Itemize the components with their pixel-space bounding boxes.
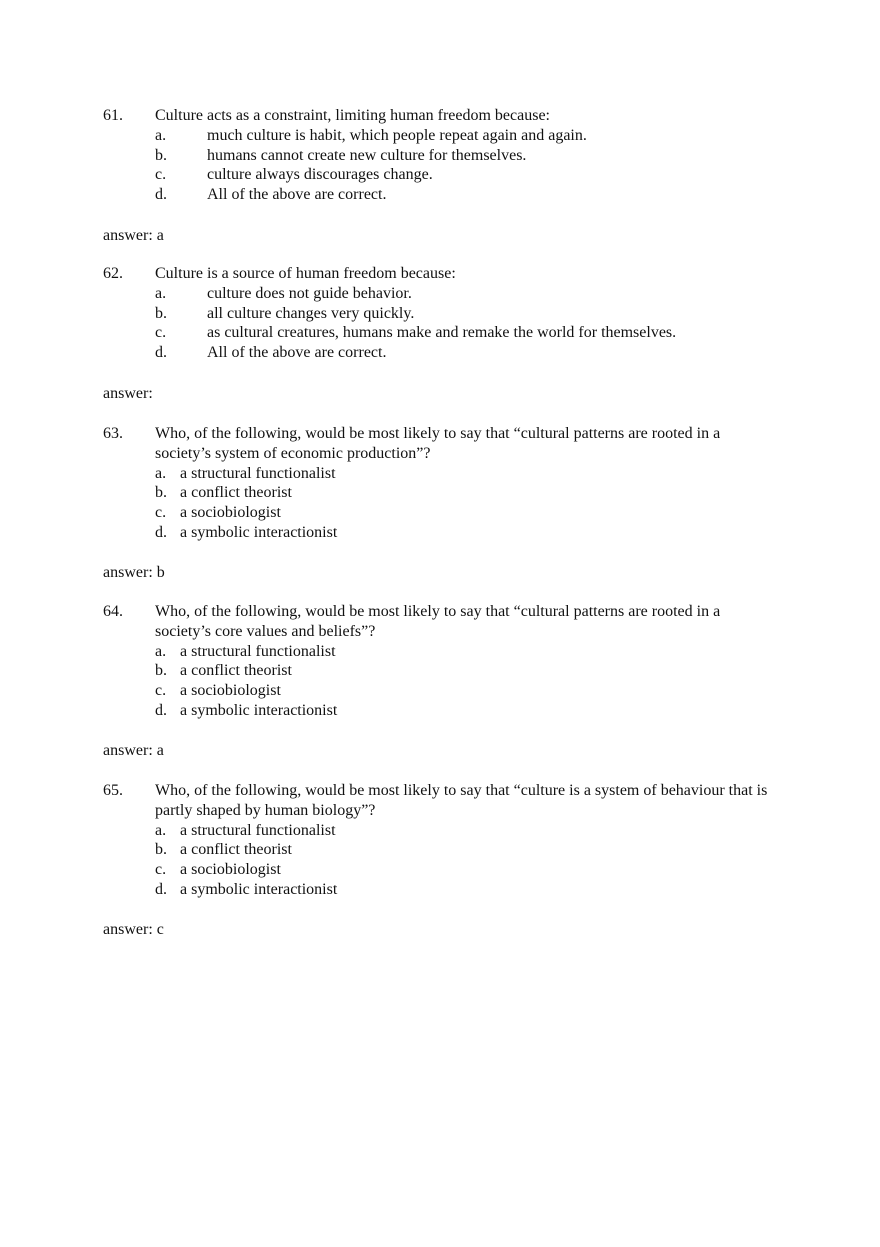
option-text: a sociobiologist [180,504,281,522]
option-letter: a. [155,821,167,839]
option-text: a structural functionalist [180,821,336,839]
option-letter: d. [155,523,167,541]
option-text: a symbolic interactionist [180,880,338,898]
option-b [0,146,880,166]
option-text: All of the above are correct. [207,344,387,362]
option-text: all culture changes very quickly. [207,304,415,322]
option-letter: a. [155,126,167,144]
option-letter: c. [155,682,167,700]
question-stem: Culture acts as a constraint, limiting human freedom because: [155,107,550,124]
option-c [0,860,880,880]
option-letter: d. [155,880,167,898]
option-d [0,343,880,363]
option-b [0,840,880,860]
option-text: a symbolic interactionist [180,523,338,541]
option-text: a symbolic interactionist [180,701,338,719]
question-number: 63. [103,425,123,442]
question-64 [0,602,880,721]
option-letter: b. [155,841,167,859]
option-letter: c. [155,166,167,184]
question-61 [0,106,880,205]
option-letter: d. [155,186,167,204]
option-letter: b. [155,484,167,502]
option-c [0,165,880,185]
option-text: a sociobiologist [180,861,281,879]
option-text: humans cannot create new culture for themselves. [207,146,527,164]
option-letter: b. [155,146,167,164]
option-letter: c. [155,324,167,342]
option-a [0,821,880,841]
option-b [0,661,880,681]
option-d [0,701,880,721]
question-62 [0,264,880,363]
option-text: a conflict theorist [180,662,292,680]
option-text: as cultural creatures, humans make and remake the world for themselves. [207,324,677,342]
option-letter: a. [155,642,167,660]
option-letter: d. [155,701,167,719]
question-number: 65. [103,782,123,799]
answer-64: answer: a [103,742,164,759]
option-letter: c. [155,861,167,879]
option-text: All of the above are correct. [207,186,387,204]
option-text: a conflict theorist [180,841,292,859]
option-c [0,681,880,701]
option-a [0,126,880,146]
option-text: a sociobiologist [180,682,281,700]
option-d [0,185,880,205]
answer-65: answer: c [103,921,164,938]
answer-62: answer: [103,385,153,402]
option-a [0,642,880,662]
question-number: 61. [103,107,123,124]
answer-63: answer: b [103,564,165,581]
option-text: culture always discourages change. [207,166,433,184]
option-letter: b. [155,662,167,680]
option-a [0,464,880,484]
question-stem: Who, of the following, would be most likely to say that “culture is a system of behaviour that is partly shaped by human biology”? [155,782,768,819]
question-number: 64. [103,603,123,620]
option-letter: b. [155,304,167,322]
question-stem: Who, of the following, would be most likely to say that “cultural patterns are rooted in a society’s system of economic production”? [155,425,721,462]
option-c [0,323,880,343]
option-b [0,483,880,503]
option-c [0,503,880,523]
option-letter: a. [155,464,167,482]
option-text: a conflict theorist [180,484,292,502]
question-65 [0,781,880,900]
option-a [0,284,880,304]
option-d [0,523,880,543]
question-63 [0,424,880,543]
option-letter: d. [155,344,167,362]
option-letter: a. [155,284,167,302]
option-d [0,880,880,900]
option-letter: c. [155,504,167,522]
question-stem: Who, of the following, would be most likely to say that “cultural patterns are rooted in a society’s core values and beliefs”? [155,603,721,640]
option-text: a structural functionalist [180,464,336,482]
question-stem: Culture is a source of human freedom because: [155,265,456,282]
option-text: a structural functionalist [180,642,336,660]
answer-61: answer: a [103,227,164,244]
option-text: much culture is habit, which people repeat again and again. [207,126,587,144]
option-text: culture does not guide behavior. [207,284,412,302]
question-number: 62. [103,265,123,282]
option-b [0,304,880,324]
